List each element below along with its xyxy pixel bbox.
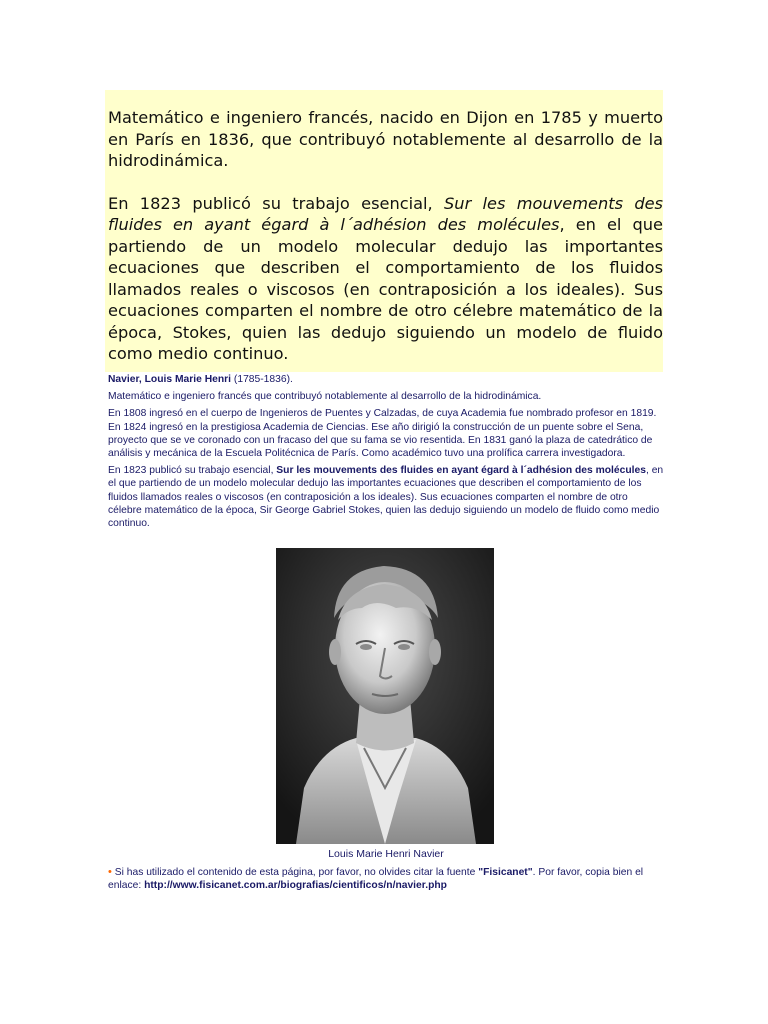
bust-illustration — [276, 548, 494, 844]
intro-paragraph-2 — [108, 193, 663, 365]
biography-name: Navier, Louis Marie Henri — [108, 374, 232, 385]
intro-p2-text-end: , en el que partiendo de un modelo molecular dedujo las importantes ecuaciones que describen el comportamiento de los fluidos llamados reales o viscosos (en contraposición a los ideales). Sus ecuaciones comparten el nombre de otro célebre matemático de la época, Stokes, quien las dedujo siguiendo un modelo de fluido como medio continuo. — [108, 215, 663, 363]
portrait-caption: Louis Marie Henri Navier — [328, 848, 444, 860]
citation-source: "Fisicanet" — [478, 867, 533, 878]
intro-summary-box — [105, 90, 663, 372]
article-p3-text: En 1823 publicó su trabajo esencial, — [108, 465, 277, 477]
citation-url: http://www.fisicanet.com.ar/biografias/cientificos/n/navier.php — [144, 880, 447, 892]
article-p3-text-end: , en el que partiendo de un modelo molecular dedujo las importantes ecuaciones que describen el comportamiento de los fluidos llamados reales o viscosos (en contraposición a los ideales). Sus ecuaciones comparten el nombre de otro célebre matemático de la época, Sir George Gabriel Stokes, quien las dedujo siguiendo un modelo de fluido como medio continuo. — [108, 465, 664, 530]
article-paragraph-1: Matemático e ingeniero francés que contribuyó notablemente al desarrollo de la hidrodinámica. — [108, 391, 542, 403]
biography-article — [108, 373, 664, 534]
article-paragraph-3 — [108, 464, 664, 530]
intro-work-title: Sur les mouvements des fluides en ayant égard à l´adhésion des molécules — [108, 193, 663, 234]
article-heading — [108, 373, 664, 386]
article-paragraph-2: En 1808 ingresó en el cuerpo de Ingenieros de Puentes y Calzadas, de cuya Academia fue nombrado profesor en 1819. En 1824 ingresó en la prestigiosa Academia de Ciencias. Ese año dirigió la construcción de un puente sobre el Sena, proyecto que se ve coronado con un fracaso del que su fama se vio resentida. En 1831 ganó la plaza de catedrático de análisis y mecánica de la Escuela Politécnica de París. Como académico tuvo una prolífica carrera investigadora. — [108, 408, 657, 460]
citation-text-mid: . Por favor, copia bien el enlace: — [108, 867, 644, 892]
citation-text: Si has utilizado el contenido de esta página, por favor, no olvides citar la fuente — [111, 867, 479, 878]
bullet-icon: • — [108, 866, 112, 878]
article-work-title: Sur les mouvements des fluides en ayant égard à l´adhésion des molécules — [276, 465, 646, 477]
navier-portrait-image — [276, 548, 494, 844]
biography-years: (1785-1836). — [233, 374, 293, 385]
citation-note — [108, 866, 664, 893]
intro-p2-text: En 1823 publicó su trabajo esencial, — [108, 193, 445, 213]
intro-paragraph-1: Matemático e ingeniero francés, nacido en Dijon en 1785 y muerto en París en 1836, que contribuyó notablemente al desarrollo de la hidrodinámica. — [108, 108, 663, 170]
